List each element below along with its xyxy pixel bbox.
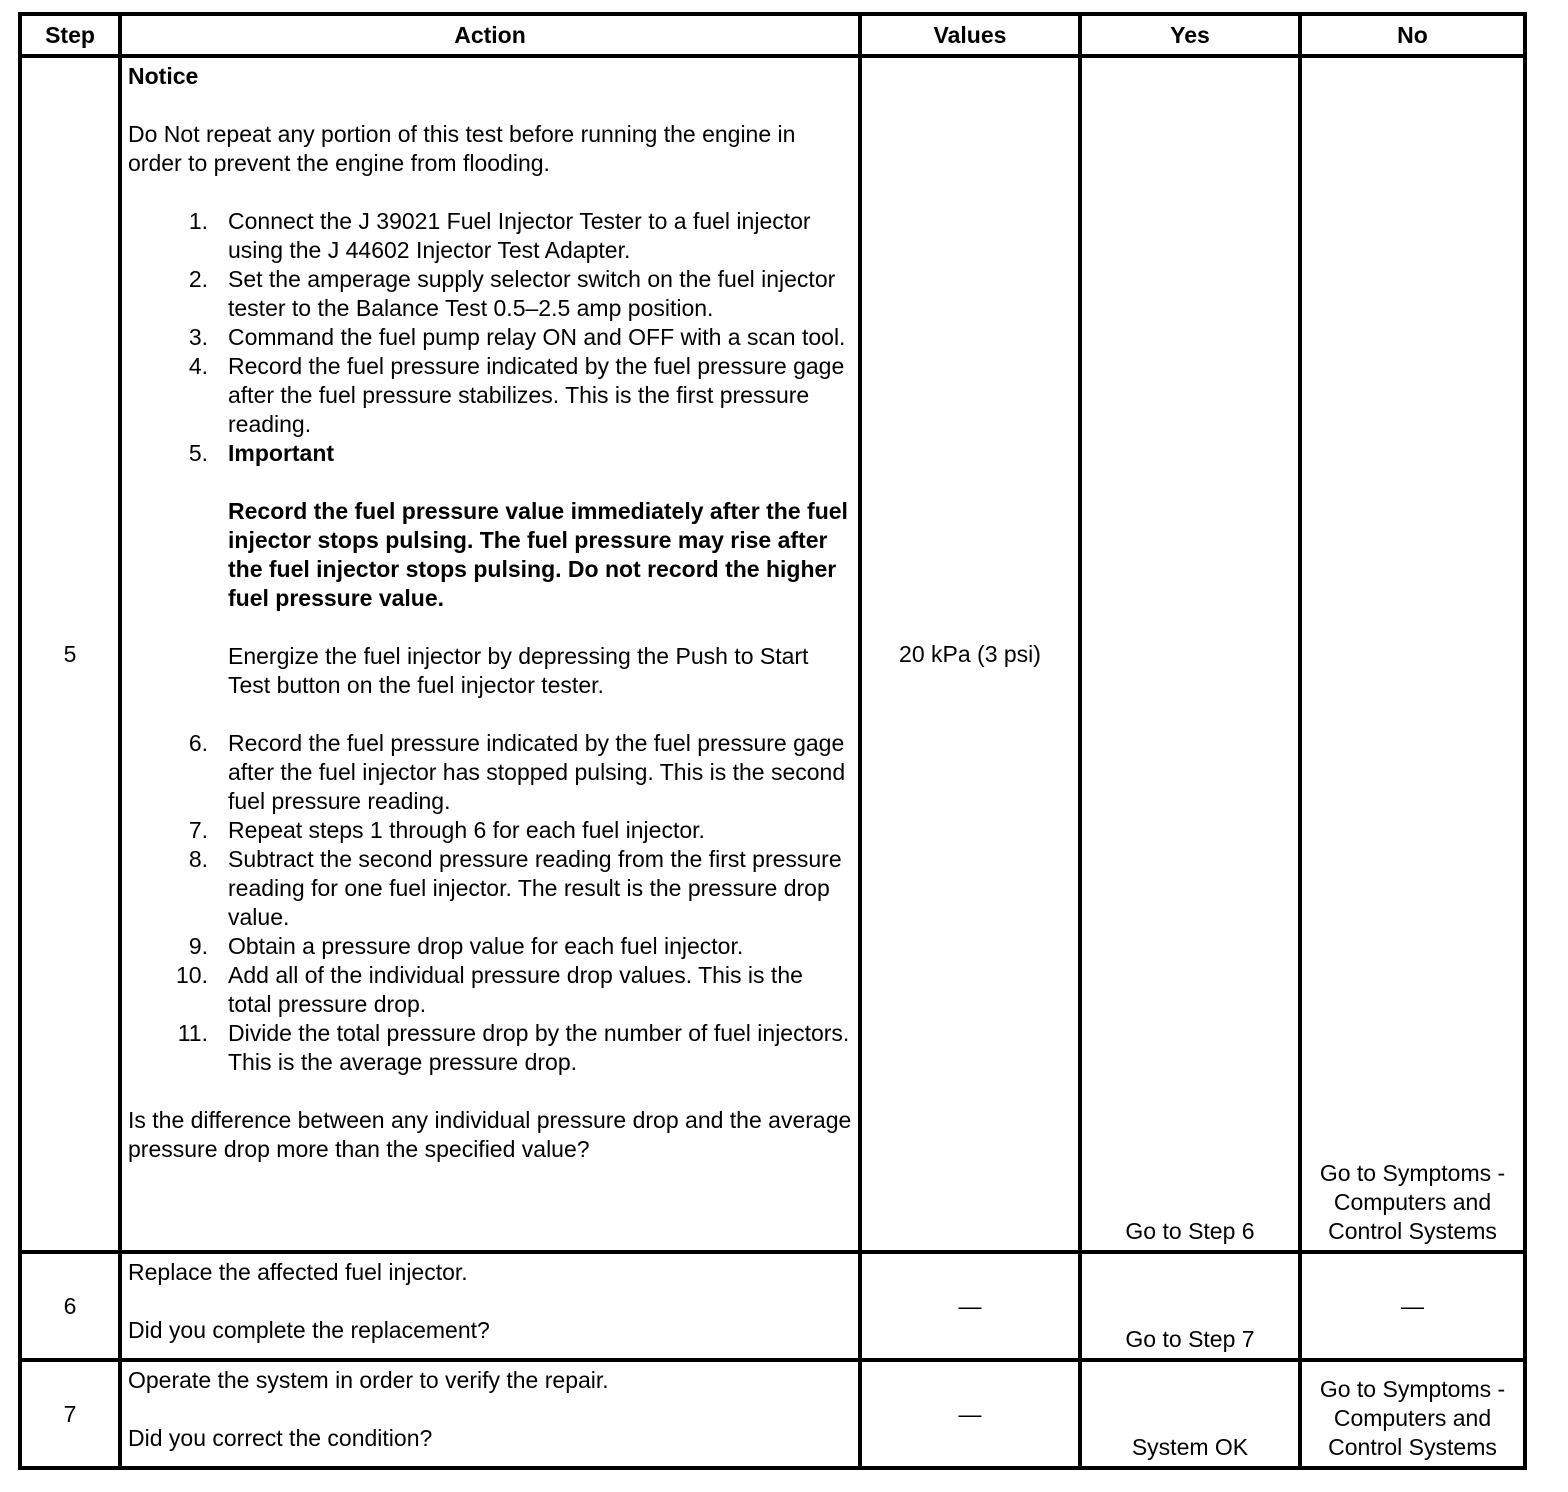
step-number: 6 [20, 1252, 120, 1360]
yes-cell: System OK [1080, 1360, 1300, 1468]
notice-title: Notice [128, 63, 199, 89]
list-item: 4. Record the fuel pressure indicated by the fuel pressure gage after the fuel pressure stabilizes. This is the first pressure reading. [188, 353, 845, 437]
header-no: No [1300, 14, 1525, 56]
diagnostic-table [18, 12, 1527, 1470]
procedure-list [128, 207, 852, 468]
question-text: Did you correct the condition? [128, 1425, 433, 1451]
list-item: 7. Repeat steps 1 through 6 for each fuel injector. [188, 817, 705, 843]
value-cell: — [860, 1252, 1080, 1360]
action-cell [120, 1360, 860, 1468]
list-item: 11. Divide the total pressure drop by the number of fuel injectors. This is the average pressure drop. [177, 1020, 850, 1075]
header-action: Action [120, 14, 860, 56]
list-item: 10. Add all of the individual pressure drop values. This is the total pressure drop. [176, 962, 803, 1017]
list-item: 8. Subtract the second pressure reading from the first pressure reading for one fuel injector. The result is the pressure drop value. [188, 846, 842, 930]
list-item: 6. Record the fuel pressure indicated by the fuel pressure gage after the fuel injector has stopped pulsing. This is the second fuel pressure reading. [188, 730, 846, 814]
step-number: 7 [20, 1360, 120, 1468]
header-row [20, 14, 1525, 56]
yes-cell: Go to Step 6 [1080, 56, 1300, 1252]
action-cell [120, 1252, 860, 1360]
procedure-list-continued [128, 729, 852, 1077]
question-text: Did you complete the replacement? [128, 1317, 490, 1343]
list-item: 5. Important [188, 440, 335, 466]
no-cell: Go to Symptoms - Computers and Control Systems [1300, 56, 1525, 1252]
action-cell [120, 56, 860, 1252]
question-text: Is the difference between any individual pressure drop and the average pressure drop more than the specified value? [128, 1107, 852, 1162]
value-cell: 20 kPa (3 psi) [860, 56, 1080, 1252]
header-yes: Yes [1080, 14, 1300, 56]
action-text: Operate the system in order to verify the repair. [128, 1367, 609, 1393]
value-cell: — [860, 1360, 1080, 1468]
important-text: Record the fuel pressure value immediately after the fuel injector stops pulsing. The fuel pressure may rise after the fuel injector stops pulsing. Do not record the higher fuel pressure value. [228, 498, 848, 611]
header-step: Step [20, 14, 120, 56]
no-cell: — [1300, 1252, 1525, 1360]
table-row-step-7 [20, 1360, 1525, 1468]
action-text: Replace the affected fuel injector. [128, 1259, 468, 1285]
yes-cell: Go to Step 7 [1080, 1252, 1300, 1360]
list-item: 9. Obtain a pressure drop value for each fuel injector. [188, 933, 744, 959]
step-number: 5 [20, 56, 120, 1252]
header-values: Values [860, 14, 1080, 56]
energize-text: Energize the fuel injector by depressing the Push to Start Test button on the fuel injector tester. [228, 643, 809, 698]
list-item: 1. Connect the J 39021 Fuel Injector Tester to a fuel injector using the J 44602 Injector Test Adapter. [188, 208, 811, 263]
table-row-step-6 [20, 1252, 1525, 1360]
no-cell: Go to Symptoms - Computers and Control Systems [1300, 1360, 1525, 1468]
notice-text: Do Not repeat any portion of this test before running the engine in order to prevent the engine from flooding. [128, 121, 796, 176]
table-row-step-5 [20, 56, 1525, 1252]
list-item: 2. Set the amperage supply selector switch on the fuel injector tester to the Balance Test 0.5–2.5 amp position. [188, 266, 836, 321]
list-item: 3. Command the fuel pump relay ON and OFF with a scan tool. [188, 324, 846, 350]
